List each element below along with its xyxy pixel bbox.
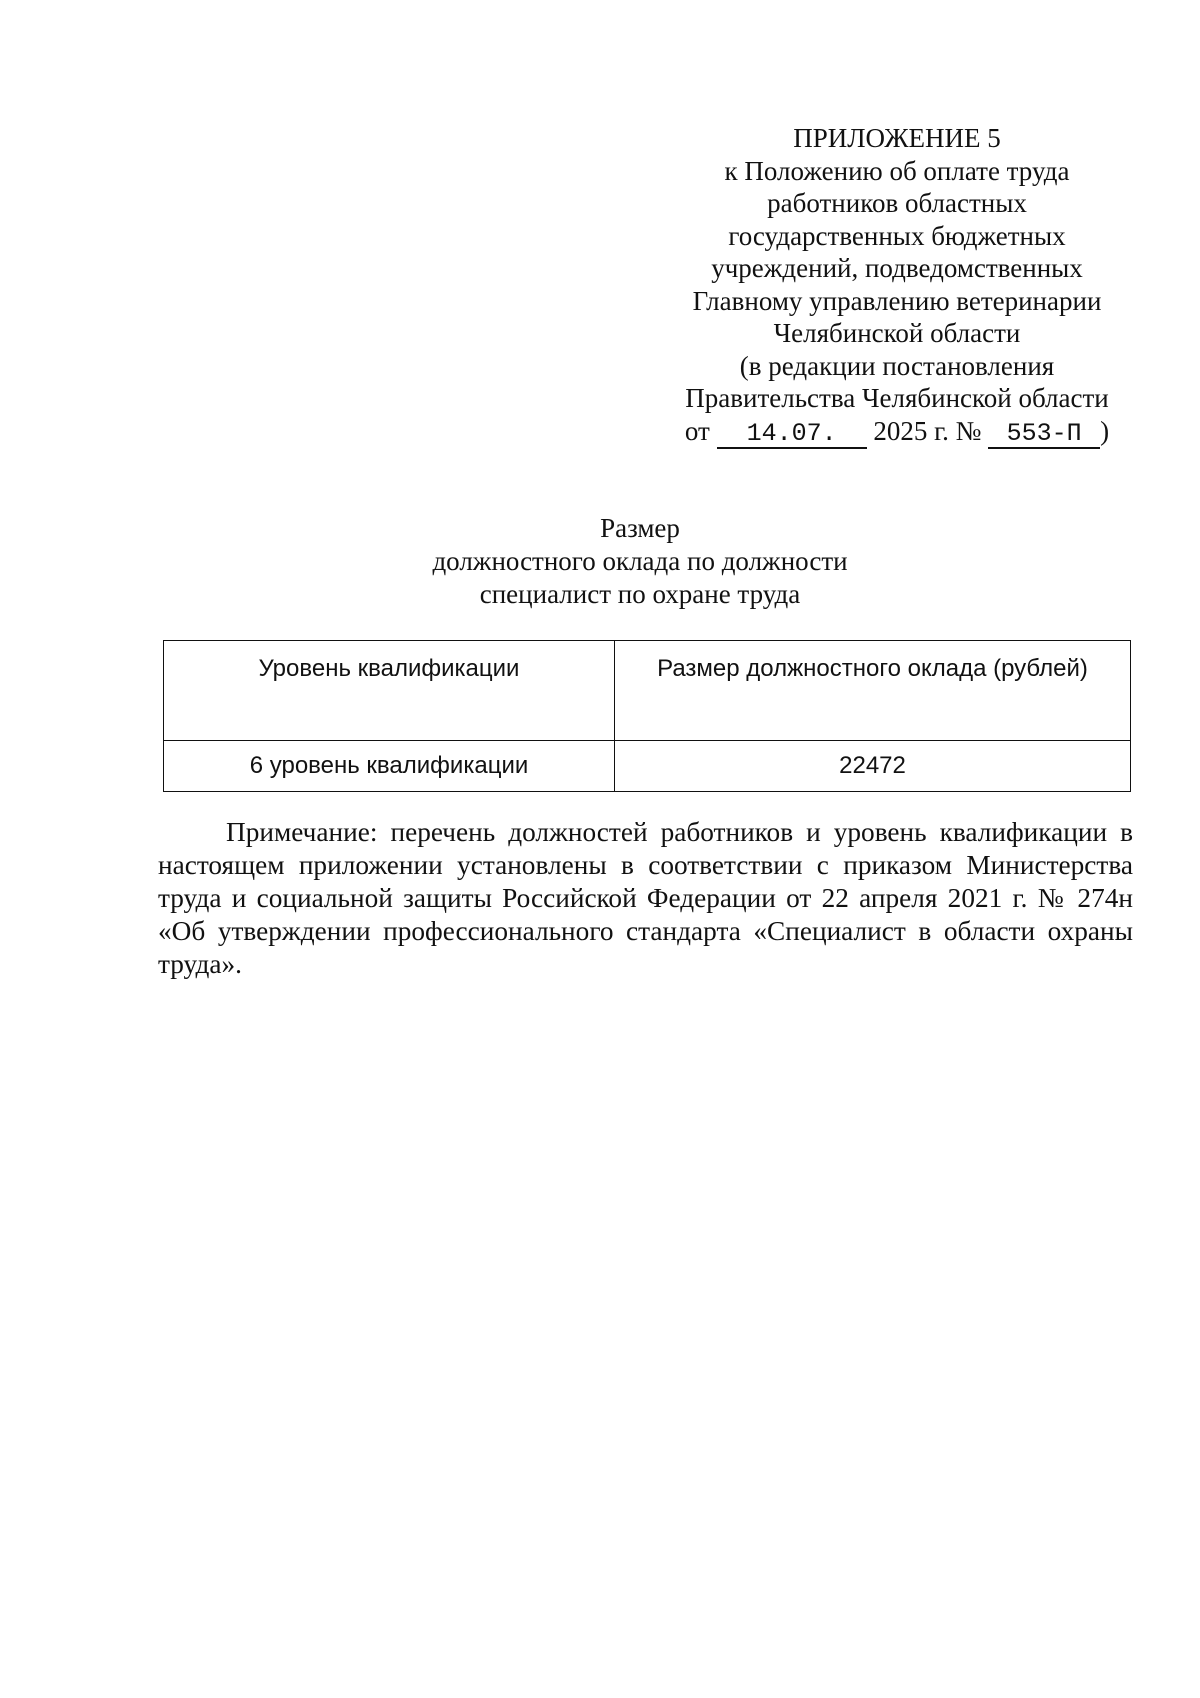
resolution-date-line [662, 415, 1132, 449]
appendix-line: к Положению об оплате труда [724, 155, 1070, 186]
date-prefix: от [684, 415, 710, 446]
appendix-line: Правительства Челябинской области [685, 383, 1109, 413]
closing-paren: ) [1100, 415, 1110, 446]
note-paragraph: Примечание: перечень должностей работников и уровень квалификации в настоящем приложении установлены в соответствии с приказом Министерства труда и социальной защиты Российской Федерации от 22 апреля 2021 г. № 274н «Об утверждении профессионального стандарта «Специалист в области охраны труда». [158, 817, 1133, 979]
resolution-number: 553-П [988, 421, 1100, 449]
qualification-cell: 6 уровень квалификации [164, 741, 615, 792]
column-header-salary: Размер должностного оклада (рублей) [615, 641, 1131, 741]
table-row [164, 741, 1131, 792]
column-header-qualification: Уровень квалификации [164, 641, 615, 741]
table-header-row [164, 641, 1131, 741]
appendix-title: ПРИЛОЖЕНИЕ 5 [793, 123, 1001, 153]
appendix-header [662, 122, 1132, 449]
title-line: специалист по охране труда [479, 579, 801, 609]
appendix-line: Главному управлению ветеринарии [692, 285, 1102, 316]
appendix-line: государственных бюджетных [728, 220, 1066, 251]
appendix-line: (в редакции постановления [739, 350, 1055, 381]
resolution-date: 14.07. [717, 421, 867, 449]
salary-cell: 22472 [615, 741, 1131, 792]
note-section [158, 816, 1133, 981]
title-line: должностного оклада по должности [432, 546, 848, 576]
appendix-line: учреждений, подведомственных [711, 253, 1083, 283]
document-title [320, 512, 960, 611]
appendix-line: Челябинской области [773, 318, 1021, 348]
title-line: Размер [600, 513, 680, 543]
appendix-line: работников областных [767, 188, 1027, 218]
salary-table [163, 640, 1131, 792]
resolution-year: 2025 г. № [873, 415, 982, 446]
